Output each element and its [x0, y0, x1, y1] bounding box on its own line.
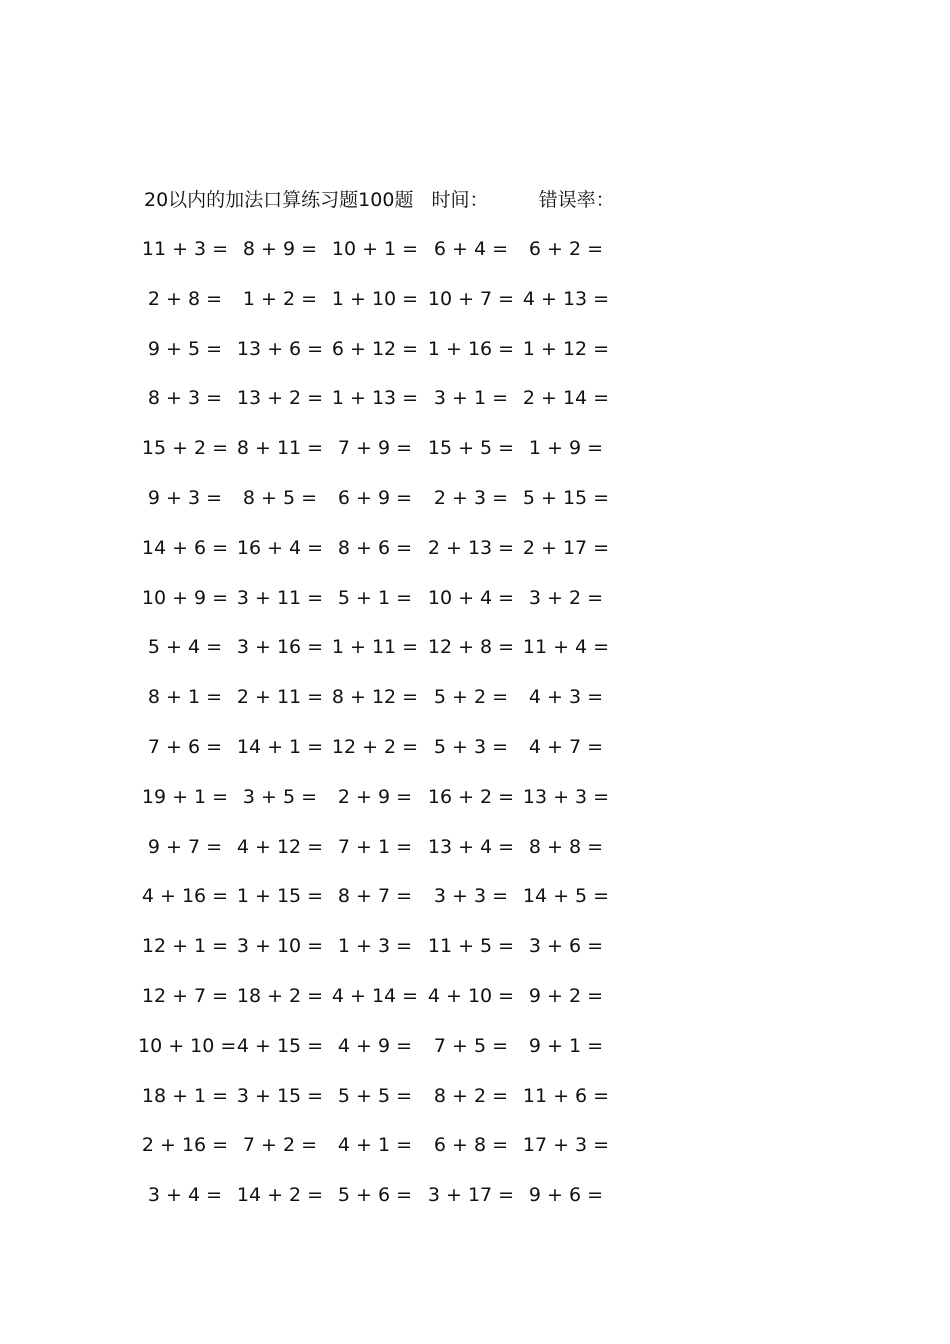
math-problem: 3 + 17 =	[427, 1184, 515, 1207]
math-problem: 3 + 16 =	[236, 636, 324, 659]
math-problem: 14 + 6 =	[141, 536, 229, 559]
math-problem: 10 + 9 =	[141, 586, 229, 609]
math-problem: 4 + 14 =	[331, 984, 419, 1007]
math-problem: 3 + 5 =	[242, 785, 318, 808]
math-problem: 4 + 12 =	[236, 835, 324, 858]
math-problem: 8 + 8 =	[528, 835, 604, 858]
math-problem: 8 + 11 =	[236, 437, 324, 460]
math-problem: 2 + 9 =	[337, 785, 413, 808]
math-problem: 13 + 4 =	[427, 835, 515, 858]
math-problem: 13 + 6 =	[236, 337, 324, 360]
math-problem: 1 + 10 =	[331, 287, 419, 310]
math-problem: 4 + 1 =	[337, 1134, 413, 1157]
math-problem: 1 + 13 =	[331, 387, 419, 410]
math-problem: 8 + 7 =	[337, 885, 413, 908]
math-problem: 8 + 1 =	[147, 686, 223, 709]
math-problem: 8 + 5 =	[242, 486, 318, 509]
math-problem: 5 + 3 =	[433, 735, 509, 758]
math-problem: 10 + 1 =	[331, 238, 419, 260]
math-problem: 7 + 9 =	[337, 437, 413, 460]
worksheet-header	[144, 184, 615, 216]
math-problem: 6 + 4 =	[433, 238, 509, 260]
math-problem: 12 + 2 =	[331, 735, 419, 758]
math-problem: 4 + 10 =	[427, 984, 515, 1007]
math-problem: 13 + 2 =	[236, 387, 324, 410]
math-problem: 8 + 3 =	[147, 387, 223, 410]
math-problem: 9 + 1 =	[528, 1034, 604, 1057]
math-problem: 2 + 11 =	[236, 686, 324, 709]
math-problem: 5 + 15 =	[522, 486, 610, 509]
math-problem: 7 + 1 =	[337, 835, 413, 858]
math-problem: 9 + 7 =	[147, 835, 223, 858]
math-problem: 4 + 16 =	[141, 885, 229, 908]
math-problem: 1 + 11 =	[331, 636, 419, 659]
math-problem: 2 + 17 =	[522, 536, 610, 559]
math-problem: 19 + 1 =	[141, 785, 229, 808]
math-problem: 18 + 1 =	[141, 1084, 229, 1107]
math-problem: 3 + 2 =	[528, 586, 604, 609]
math-problem: 11 + 6 =	[522, 1084, 610, 1107]
math-problem: 10 + 4 =	[427, 586, 515, 609]
math-problem: 5 + 4 =	[147, 636, 223, 659]
math-problem: 9 + 5 =	[147, 337, 223, 360]
math-problem: 3 + 4 =	[147, 1184, 223, 1207]
math-problem: 4 + 13 =	[522, 287, 610, 310]
time-label: 时间：	[431, 189, 489, 211]
math-problem: 4 + 15 =	[236, 1034, 324, 1057]
math-problem: 16 + 2 =	[427, 785, 515, 808]
math-problem: 15 + 2 =	[141, 437, 229, 460]
math-problem: 16 + 4 =	[236, 536, 324, 559]
worksheet-title: 20以内的加法口算练习题100题	[144, 189, 414, 211]
math-problem: 7 + 6 =	[147, 735, 223, 758]
math-problem: 10 + 7 =	[427, 287, 515, 310]
math-problem: 5 + 1 =	[337, 586, 413, 609]
math-problem: 10 + 10 =	[138, 1034, 237, 1057]
math-problem: 12 + 8 =	[427, 636, 515, 659]
math-problem: 8 + 6 =	[337, 536, 413, 559]
math-problem: 9 + 6 =	[528, 1184, 604, 1207]
math-problem: 7 + 2 =	[242, 1134, 318, 1157]
math-problem: 3 + 10 =	[236, 935, 324, 958]
math-problem: 3 + 3 =	[433, 885, 509, 908]
math-problem: 3 + 15 =	[236, 1084, 324, 1107]
math-problem: 9 + 3 =	[147, 486, 223, 509]
math-problem: 8 + 9 =	[242, 238, 318, 260]
math-problem: 11 + 5 =	[427, 935, 515, 958]
math-problem: 2 + 13 =	[427, 536, 515, 559]
math-problem: 3 + 1 =	[433, 387, 509, 410]
math-problem: 14 + 5 =	[522, 885, 610, 908]
math-problem: 2 + 14 =	[522, 387, 610, 410]
math-problem: 8 + 2 =	[433, 1084, 509, 1107]
math-problem: 6 + 9 =	[337, 486, 413, 509]
math-problem: 8 + 12 =	[331, 686, 419, 709]
math-problem: 5 + 2 =	[433, 686, 509, 709]
math-problem: 5 + 5 =	[337, 1084, 413, 1107]
math-problem: 11 + 3 =	[141, 238, 229, 260]
math-problem: 18 + 2 =	[236, 984, 324, 1007]
math-problem: 6 + 8 =	[433, 1134, 509, 1157]
math-problem: 1 + 12 =	[522, 337, 610, 360]
math-problem: 11 + 4 =	[522, 636, 610, 659]
math-problem: 1 + 9 =	[528, 437, 604, 460]
math-problem: 12 + 1 =	[141, 935, 229, 958]
math-problem: 4 + 3 =	[528, 686, 604, 709]
math-problem: 4 + 9 =	[337, 1034, 413, 1057]
math-problem: 5 + 6 =	[337, 1184, 413, 1207]
math-problem: 1 + 16 =	[427, 337, 515, 360]
math-problem: 1 + 2 =	[242, 287, 318, 310]
math-problem: 15 + 5 =	[427, 437, 515, 460]
math-problem: 3 + 11 =	[236, 586, 324, 609]
math-problem: 13 + 3 =	[522, 785, 610, 808]
math-problem: 3 + 6 =	[528, 935, 604, 958]
math-problem: 7 + 5 =	[433, 1034, 509, 1057]
math-problem: 12 + 7 =	[141, 984, 229, 1007]
math-problem: 6 + 12 =	[331, 337, 419, 360]
math-problem: 1 + 3 =	[337, 935, 413, 958]
math-problem: 2 + 16 =	[141, 1134, 229, 1157]
math-problem: 2 + 8 =	[147, 287, 223, 310]
math-problem: 6 + 2 =	[528, 238, 604, 260]
math-problem: 14 + 1 =	[236, 735, 324, 758]
math-problem: 4 + 7 =	[528, 735, 604, 758]
math-problem: 1 + 15 =	[236, 885, 324, 908]
error-rate-label: 错误率：	[538, 189, 615, 211]
math-problem: 14 + 2 =	[236, 1184, 324, 1207]
math-problem: 2 + 3 =	[433, 486, 509, 509]
math-problem: 9 + 2 =	[528, 984, 604, 1007]
math-problem: 17 + 3 =	[522, 1134, 610, 1157]
